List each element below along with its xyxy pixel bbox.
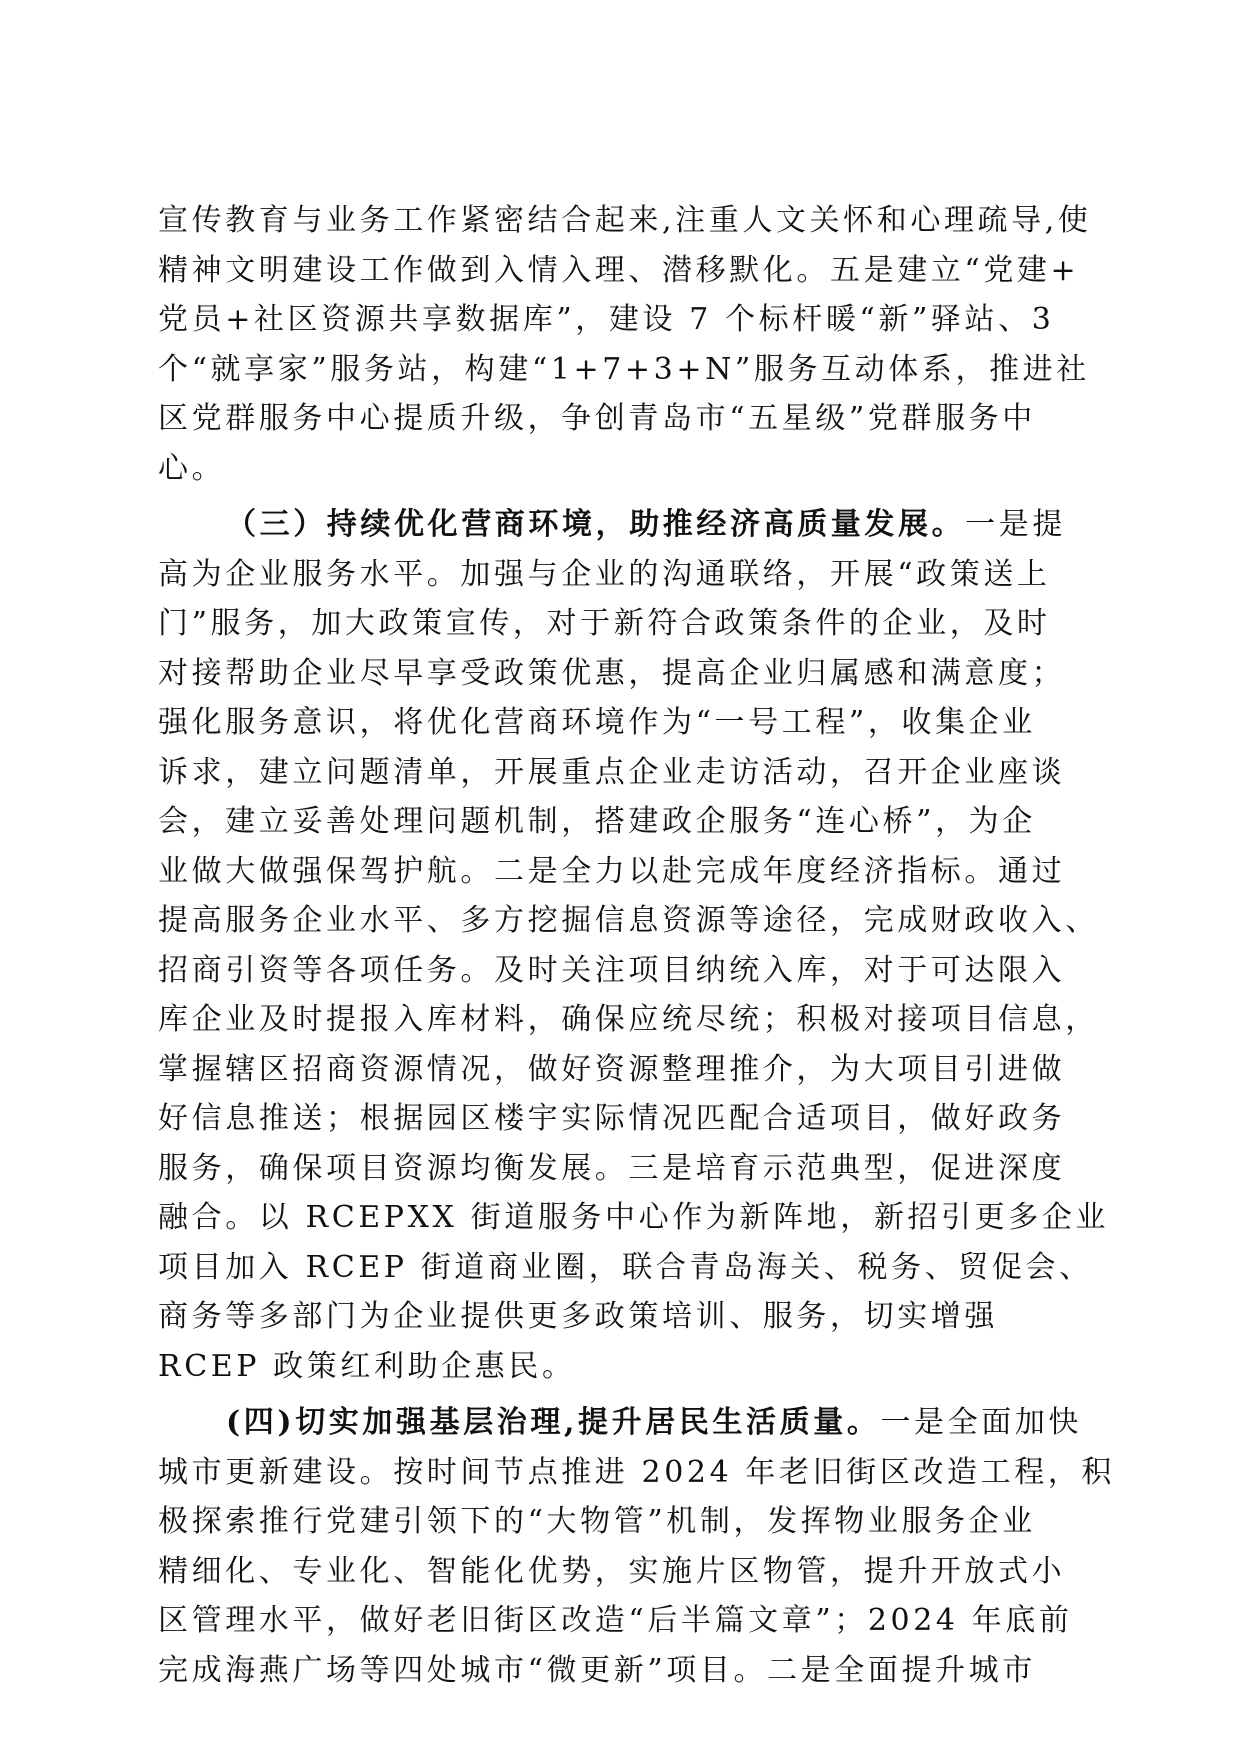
text-line xyxy=(158,1342,1088,1392)
document-body xyxy=(158,196,1116,1695)
text-line xyxy=(158,1596,1088,1646)
text-line xyxy=(158,1094,1088,1144)
body-text: 招商引资等各项任务。及时关注项目纳统入库，对于可达限入 xyxy=(158,952,1066,988)
text-line xyxy=(158,196,1092,246)
text-line xyxy=(158,444,1088,494)
text-line xyxy=(158,946,1088,996)
body-text: 库企业及时提报入库材料，确保应统尽统；积极对接项目信息， xyxy=(158,1002,1099,1037)
text-line xyxy=(158,1398,1088,1448)
text-line xyxy=(158,1045,1088,1095)
body-text: 一是全面加快 xyxy=(880,1405,1083,1440)
body-text: 区党群服务中心提质升级，争创青岛市“五星级”党群服务中 xyxy=(158,401,1036,436)
body-text: 心。 xyxy=(158,450,226,486)
text-line xyxy=(158,847,1088,897)
body-text: 城市更新建设。按时间节点推进 2024 年老旧街区改造工程，积 xyxy=(158,1454,1116,1490)
body-text: 一是提 xyxy=(965,507,1067,542)
body-text: 高为企业服务水平。加强与企业的沟通联络，开展“政策送上 xyxy=(158,556,1051,592)
body-text: 区管理水平，做好老旧街区改造“后半篇文章”；2024 年底前 xyxy=(158,1603,1073,1638)
body-text: 精细化、专业化、智能化优势，实施片区物管，提升开放式小 xyxy=(158,1553,1066,1589)
body-text: 门”服务，加大政策宣传，对于新符合政策条件的企业，及时 xyxy=(158,606,1051,641)
text-line xyxy=(158,1646,1088,1696)
body-text: 商务等多部门为企业提供更多政策培训、服务，切实增强 xyxy=(158,1299,998,1334)
section-heading: (四)切实加强基层治理,提升居民生活质量。 xyxy=(226,1405,881,1440)
text-line xyxy=(158,246,1088,296)
text-line xyxy=(158,995,1099,1045)
body-text: 掌握辖区招商资源情况，做好资源整理推介，为大项目引进做 xyxy=(158,1051,1066,1087)
paragraph-gap xyxy=(158,493,1088,500)
paragraph xyxy=(158,500,1110,1391)
text-line xyxy=(158,1193,1110,1243)
text-line xyxy=(158,797,1088,847)
text-line xyxy=(158,345,1088,395)
text-line xyxy=(158,1547,1088,1597)
body-text: 宣传教育与业务工作紧密结合起来,注重人文关怀和心理疏导,使 xyxy=(158,203,1092,238)
text-line xyxy=(158,1292,1088,1342)
text-line xyxy=(158,1144,1088,1194)
text-line xyxy=(158,698,1088,748)
body-text: 个“就享家”服务站，构建“1+7+3+N”服务互动体系，推进社 xyxy=(158,351,1090,387)
text-line xyxy=(158,500,1088,550)
text-line xyxy=(158,295,1088,345)
text-line xyxy=(158,550,1088,600)
body-text: 项目加入 RCEP 街道商业圈，联合青岛海关、税务、贸促会、 xyxy=(158,1249,1093,1285)
text-line xyxy=(158,1243,1093,1293)
body-text: 服务，确保项目资源均衡发展。三是培育示范典型，促进深度 xyxy=(158,1150,1066,1186)
text-line xyxy=(158,748,1088,798)
text-line xyxy=(158,1497,1088,1547)
body-text: 党员+社区资源共享数据库”，建设 7 个标杆暖“新”驿站、3 xyxy=(158,302,1055,337)
paragraph xyxy=(158,1398,1116,1695)
text-line xyxy=(158,394,1088,444)
body-text: 精神文明建设工作做到入情入理、潜移默化。五是建立“党建+ xyxy=(158,252,1080,288)
paragraph-gap xyxy=(158,1391,1088,1398)
section-heading: （三）持续优化营商环境，助推经济高质量发展。 xyxy=(226,507,966,542)
body-text: 会，建立妥善处理问题机制，搭建政企服务“连心桥”，为企 xyxy=(158,804,1036,839)
body-text: RCEP 政策红利助企惠民。 xyxy=(158,1348,576,1384)
body-text: 融合。以 RCEPXX 街道服务中心作为新阵地，新招引更多企业 xyxy=(158,1200,1110,1235)
body-text: 好信息推送；根据园区楼宇实际情况匹配合适项目，做好政务 xyxy=(158,1101,1066,1136)
text-line xyxy=(158,599,1088,649)
body-text: 强化服务意识，将优化营商环境作为“一号工程”，收集企业 xyxy=(158,705,1036,740)
body-text: 诉求，建立问题清单，开展重点企业走访活动，召开企业座谈 xyxy=(158,754,1066,790)
body-text: 完成海燕广场等四处城市“微更新”项目。二是全面提升城市 xyxy=(158,1652,1036,1688)
body-text: 提高服务企业水平、多方挖掘信息资源等途径，完成财政收入、 xyxy=(158,903,1099,938)
text-line xyxy=(158,896,1099,946)
body-text: 极探索推行党建引领下的“大物管”机制，发挥物业服务企业 xyxy=(158,1504,1036,1539)
body-text: 业做大做强保驾护航。二是全力以赴完成年度经济指标。通过 xyxy=(158,853,1066,889)
text-line xyxy=(158,649,1088,699)
text-line xyxy=(158,1448,1116,1498)
paragraph xyxy=(158,196,1092,493)
body-text: 对接帮助企业尽早享受政策优惠，提高企业归属感和满意度； xyxy=(158,655,1066,691)
